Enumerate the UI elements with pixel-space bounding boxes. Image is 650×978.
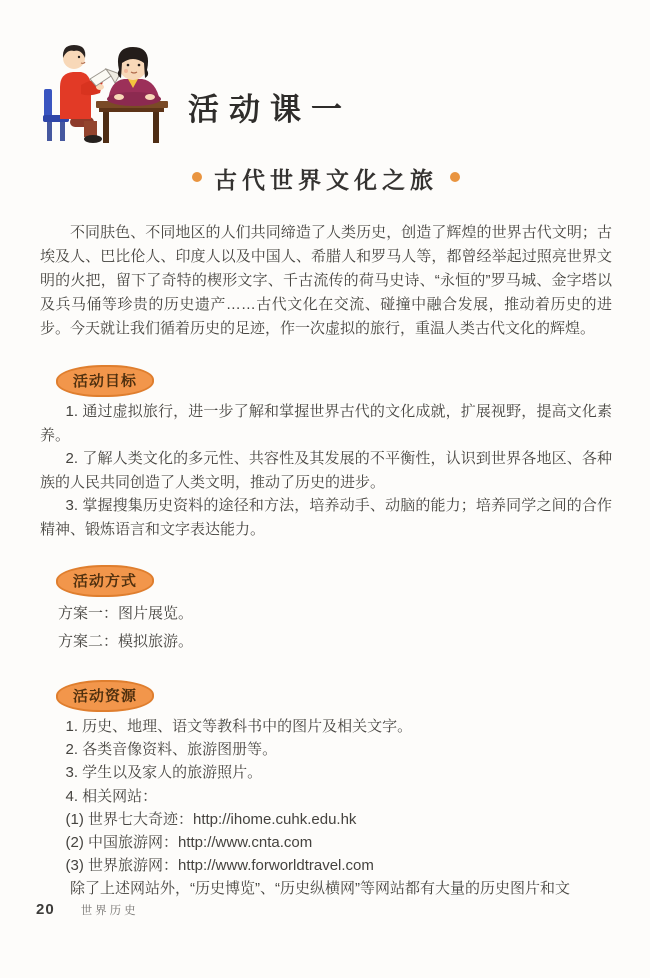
resource-item: 4. 相关网站： <box>65 787 158 805</box>
section-resources <box>40 680 612 901</box>
book-title: 世界历史 <box>80 905 139 917</box>
decorative-dot-left-icon <box>192 172 202 182</box>
goal-item: 1. 通过虚拟旅行，进一步了解和掌握世界古代的文化成就，扩展视野，提高文化素养。 <box>40 403 612 444</box>
resources-items <box>40 715 612 877</box>
section-goals <box>40 365 612 541</box>
resource-website-link: (2) 中国旅游网：http://www.cnta.com <box>65 834 313 852</box>
subtitle-row <box>40 162 612 195</box>
lesson-title: 活动课一 <box>188 91 352 128</box>
resources-closing-text: 除了上述网站外，“历史博览”、“历史纵横网”等网站都有大量的历史图片和文 <box>70 880 570 898</box>
resource-item: 1. 历史、地理、语文等教科书中的图片及相关文字。 <box>65 718 413 735</box>
section-label-goals: 活动目标 <box>56 364 154 397</box>
intro-paragraph: 不同肤色、不同地区的人们共同缔造了人类历史，创造了辉煌的世界古代文明；古埃及人、巴比伦人、印度人以及中国人、希腊人和罗马人等，都曾经举起过照亮世界文明的火把，留下了奇特的楔形文字、千古流传的荷马史诗、“永恒的”罗马城、金字塔以及兵马俑等珍贵的历史遗产……古代文化在交流、碰撞中融合发展，推动着历史的进步。今天就让我们循着历史的足迹，作一次虚拟的旅行，重温人类古代文化的辉煌。 <box>40 224 612 337</box>
students-reading-illustration <box>40 41 170 145</box>
goal-item: 3. 掌握搜集历史资料的途径和方法，培养动手、动脑的能力；培养同学之间的合作精神、锻炼语言和文字表达能力。 <box>40 497 612 538</box>
goals-items <box>40 400 612 541</box>
page-header <box>40 40 612 146</box>
section-label-resources: 活动资源 <box>56 679 154 712</box>
resource-website-link: (3) 世界旅游网：http://www.forworldtravel.com <box>65 857 374 875</box>
method-item: 方案一：图片展览。 <box>58 605 194 622</box>
page-subtitle: 古代世界文化之旅 <box>214 167 438 194</box>
section-label-methods: 活动方式 <box>56 564 154 597</box>
method-item: 方案二：模拟旅游。 <box>58 633 194 650</box>
resource-website-link: (1) 世界七大奇迹：http://ihome.cuhk.edu.hk <box>65 810 357 828</box>
page-footer <box>36 901 139 918</box>
goal-item: 2. 了解人类文化的多元性、共容性及其发展的不平衡性，认识到世界各地区、各种族的人民共同创造了人类文明，推动了历史的进步。 <box>40 450 612 491</box>
decorative-dot-right-icon <box>450 172 460 182</box>
section-methods <box>40 565 612 656</box>
methods-items <box>40 600 612 656</box>
resource-item: 3. 学生以及家人的旅游照片。 <box>65 764 263 782</box>
page-number: 20 <box>36 901 55 918</box>
desk-shape <box>96 101 168 143</box>
resource-item: 2. 各类音像资料、旅游图册等。 <box>65 741 278 759</box>
